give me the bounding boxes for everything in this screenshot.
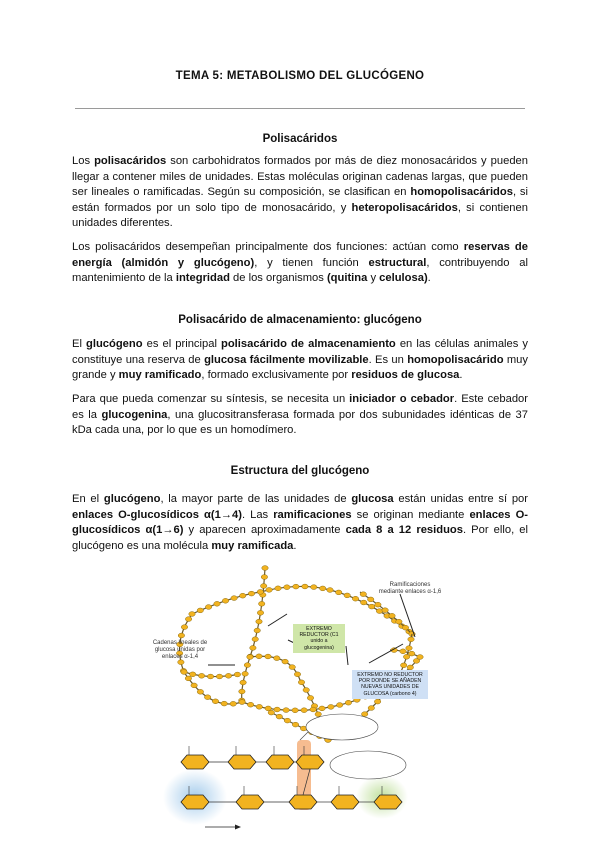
paragraph-estructura-1 — [72, 492, 528, 554]
glucose-unit — [216, 674, 222, 679]
glucose-unit — [284, 585, 290, 590]
glucose-unit — [181, 625, 187, 630]
glucose-unit — [402, 625, 408, 630]
heading-estructura: Estructura del glucógeno — [230, 465, 370, 477]
text-run: y — [367, 272, 380, 285]
glucose-unit — [230, 701, 236, 706]
box-extremo-reductor: EXTREMO REDUCTOR (C1 unido a glucogenina) — [293, 624, 345, 653]
text-run: muy ramificado — [118, 369, 202, 382]
glucose-unit — [368, 706, 374, 711]
text-run: cada 8 a 12 residuos — [345, 524, 463, 537]
text-run: , una glucositransferasa formada por dos subunidades idénticas de 37 kDa cada una, por lo que es un homodímero. — [72, 408, 528, 437]
glucose-unit — [374, 699, 380, 704]
document-title: TEMA 5: METABOLISMO DEL GLUCÓGENO — [175, 70, 425, 82]
glucose-unit — [257, 590, 263, 595]
glucose-ring — [296, 755, 324, 769]
glucose-ring — [374, 795, 402, 809]
glucose-ring — [181, 795, 209, 809]
text-run: enlaces O-glucosídicos α(1→6) — [72, 508, 528, 537]
text-run: celulosa) — [379, 272, 428, 285]
glucose-unit — [396, 619, 402, 624]
glucose-unit — [298, 680, 304, 685]
glucose-unit — [294, 672, 300, 677]
glucose-unit — [289, 665, 295, 670]
text-run: . Las — [241, 508, 274, 521]
glucose-unit — [389, 613, 395, 618]
glucose-unit — [225, 673, 231, 678]
glucose-unit — [259, 601, 265, 606]
glucose-unit — [362, 712, 368, 717]
glucose-unit — [266, 588, 272, 593]
glucose-unit — [311, 585, 317, 590]
glucose-ring — [289, 795, 317, 809]
glucose-unit — [345, 700, 351, 705]
glycogen-structure-figure — [150, 562, 460, 835]
glucose-unit — [257, 610, 263, 615]
glucose-unit — [190, 672, 196, 677]
text-run: es el principal — [142, 338, 222, 350]
text-run: En el — [72, 493, 104, 505]
glucose-unit — [189, 612, 195, 617]
glucose-unit — [301, 708, 307, 713]
glucose-unit — [212, 699, 218, 704]
text-run: en las células animales y constituye una reserva de — [72, 338, 529, 366]
glucose-ring — [236, 795, 264, 809]
glucose-unit — [276, 714, 282, 719]
text-run: El — [72, 338, 87, 350]
text-run: estructural — [368, 256, 427, 269]
text-run: , si están formados por un solo tipo de monosacárido, y — [72, 186, 529, 214]
glucose-unit — [191, 683, 197, 688]
glucose-unit — [327, 588, 333, 593]
glucose-unit — [274, 707, 280, 712]
glucose-ring — [181, 755, 209, 769]
text-run: y aparecen aproximadamente — [183, 524, 346, 537]
glucose-unit — [375, 602, 381, 607]
glucose-unit — [417, 655, 423, 660]
glucose-unit — [315, 712, 321, 717]
heading-almacenamiento: Polisacárido de almacenamiento: glucógeno — [178, 314, 422, 326]
glucose-unit — [406, 646, 412, 651]
title-divider — [75, 108, 525, 109]
glucose-unit — [234, 672, 240, 677]
glucose-unit — [197, 689, 203, 694]
glucose-unit — [409, 651, 415, 656]
text-run: Los polisacáridos desempeñan principalmente dos funciones: actúan como — [72, 241, 464, 253]
text-run: integridad — [175, 272, 230, 285]
glucose-unit — [240, 680, 246, 685]
text-run: , formado exclusivamente por — [201, 369, 352, 382]
glucose-unit — [292, 722, 298, 727]
glucose-unit — [302, 584, 308, 589]
text-run: . Es un — [368, 353, 408, 366]
glucose-unit — [337, 703, 343, 708]
glucose-unit — [256, 654, 262, 659]
glucose-unit — [408, 637, 414, 642]
glucose-unit — [247, 702, 253, 707]
text-run: . — [459, 369, 463, 382]
text-run: . — [427, 272, 431, 285]
label-cadenas-lineales: Cadenas lineales de glucosa unidas por enlaces α-1,4 — [152, 640, 208, 660]
text-run: están unidas entre sí por — [393, 493, 528, 505]
glucose-unit — [207, 674, 213, 679]
glucose-unit — [221, 701, 227, 706]
text-run: polisacáridos — [94, 155, 167, 167]
text-run: glucógeno — [103, 493, 161, 505]
glucose-unit — [239, 689, 245, 694]
text-run: . Este cebador es la — [72, 393, 528, 421]
glucose-unit — [292, 708, 298, 713]
paragraph-almacenamiento-2 — [72, 392, 528, 439]
glucose-unit — [244, 663, 250, 668]
glucose-unit — [254, 628, 260, 633]
glucose-unit — [320, 586, 326, 591]
glucose-unit — [262, 566, 268, 571]
text-run: enlaces O-glucosídicos α(1→4) — [72, 508, 242, 521]
text-run: . — [293, 539, 297, 552]
glucose-unit — [368, 597, 374, 602]
glucose-unit — [252, 637, 258, 642]
text-run: de los organismos — [229, 272, 327, 285]
glucose-unit — [261, 575, 267, 580]
text-run: Los — [72, 155, 95, 167]
glucose-unit — [239, 700, 245, 705]
glucose-unit — [198, 673, 204, 678]
glucose-unit — [222, 598, 228, 603]
glucose-unit — [268, 710, 274, 715]
glucose-unit — [197, 608, 203, 613]
text-run: glucosa — [351, 493, 394, 505]
text-run: ramificaciones — [273, 508, 352, 521]
text-run: polisacárido de almacenamiento — [221, 338, 396, 350]
glucose-ring-detail — [163, 714, 408, 830]
glucose-unit — [284, 718, 290, 723]
text-run: , si contienen unidades diferentes. — [72, 201, 528, 230]
text-run: se originan mediante — [351, 508, 470, 521]
glucose-unit — [369, 604, 375, 609]
box-extremo-no-reductor: EXTREMO NO REDUCTOR POR DONDE SE AÑADEN NUEVAS UNIDADES DE GLUCOSA (carbono 4) — [352, 670, 428, 699]
text-run: residuos de glucosa — [351, 369, 460, 382]
text-run: homopolisacáridos — [410, 186, 513, 199]
paragraph-polisacaridos-1 — [72, 154, 528, 232]
glucose-unit — [214, 601, 220, 606]
glucose-unit — [361, 600, 367, 605]
glucose-unit — [360, 592, 366, 597]
glucose-unit — [265, 654, 271, 659]
text-run: glucogenina — [101, 408, 168, 421]
glucose-unit — [275, 586, 281, 591]
glucose-unit — [185, 617, 191, 622]
glucose-unit — [293, 584, 299, 589]
text-run: , contribuyendo al mantenimiento de la — [72, 256, 528, 285]
text-run: reservas de energía (almidón y glucógeno) — [72, 241, 528, 269]
text-run: (quitina — [326, 272, 368, 285]
glucose-unit — [204, 695, 210, 700]
glucose-unit — [283, 708, 289, 713]
glucose-unit — [352, 596, 358, 601]
glucose-unit — [231, 596, 237, 601]
text-run: muy ramificada — [211, 539, 294, 552]
glucose-unit — [181, 670, 187, 675]
glucose-unit — [307, 696, 313, 701]
text-run: heteropolisacáridos — [351, 201, 458, 214]
glucose-unit — [401, 663, 407, 668]
heading-polisacaridos: Polisacáridos — [262, 133, 338, 145]
label-ramificaciones: Ramificaciones mediante enlaces α-1,6 — [378, 582, 442, 595]
glucose-unit — [328, 705, 334, 710]
paragraph-almacenamiento-1 — [72, 337, 528, 384]
glucose-unit — [178, 633, 184, 638]
glucose-unit — [344, 593, 350, 598]
text-run: . Por ello, el glucógeno es una molécula — [72, 524, 529, 552]
text-run: son carbohidratos formados por más de diez monosacáridos y pueden llegar a contener miles de unidades. Estas moléculas originan cadenas largas, que pueden ser lineales o ramificadas. Según su composición, se clasifican en — [72, 155, 528, 199]
text-run: muy grande y — [72, 353, 528, 382]
text-run: iniciador o cebador — [349, 393, 455, 405]
glucose-unit — [256, 704, 262, 709]
text-run: glucosa fácilmente movilizable — [204, 353, 369, 366]
glucose-unit — [248, 591, 254, 596]
glucose-unit — [240, 593, 246, 598]
glucose-unit — [250, 646, 256, 651]
glucose-unit — [336, 590, 342, 595]
glucose-unit — [205, 605, 211, 610]
glucose-unit — [274, 656, 280, 661]
glucose-ring — [331, 795, 359, 809]
text-run: Para que pueda comenzar su síntesis, se necesita un — [72, 393, 350, 405]
glucose-unit — [247, 655, 253, 660]
text-run: , y tienen función — [254, 256, 369, 269]
glucose-unit — [242, 671, 248, 676]
glucose-ring — [266, 755, 294, 769]
glucose-unit — [185, 676, 191, 681]
text-run: homopolisacárido — [407, 353, 504, 366]
glucose-unit — [261, 584, 267, 589]
glucose-unit — [303, 688, 309, 693]
paragraph-polisacaridos-2 — [72, 240, 528, 287]
glucose-unit — [256, 619, 262, 624]
text-run: glucógeno — [86, 338, 143, 350]
glucose-unit — [282, 659, 288, 664]
glucose-unit — [319, 706, 325, 711]
text-run: , la mayor parte de las unidades de — [160, 493, 352, 505]
glucose-ring — [228, 755, 256, 769]
glucose-unit — [400, 649, 406, 654]
glucose-unit — [382, 608, 388, 613]
glucose-unit — [310, 707, 316, 712]
